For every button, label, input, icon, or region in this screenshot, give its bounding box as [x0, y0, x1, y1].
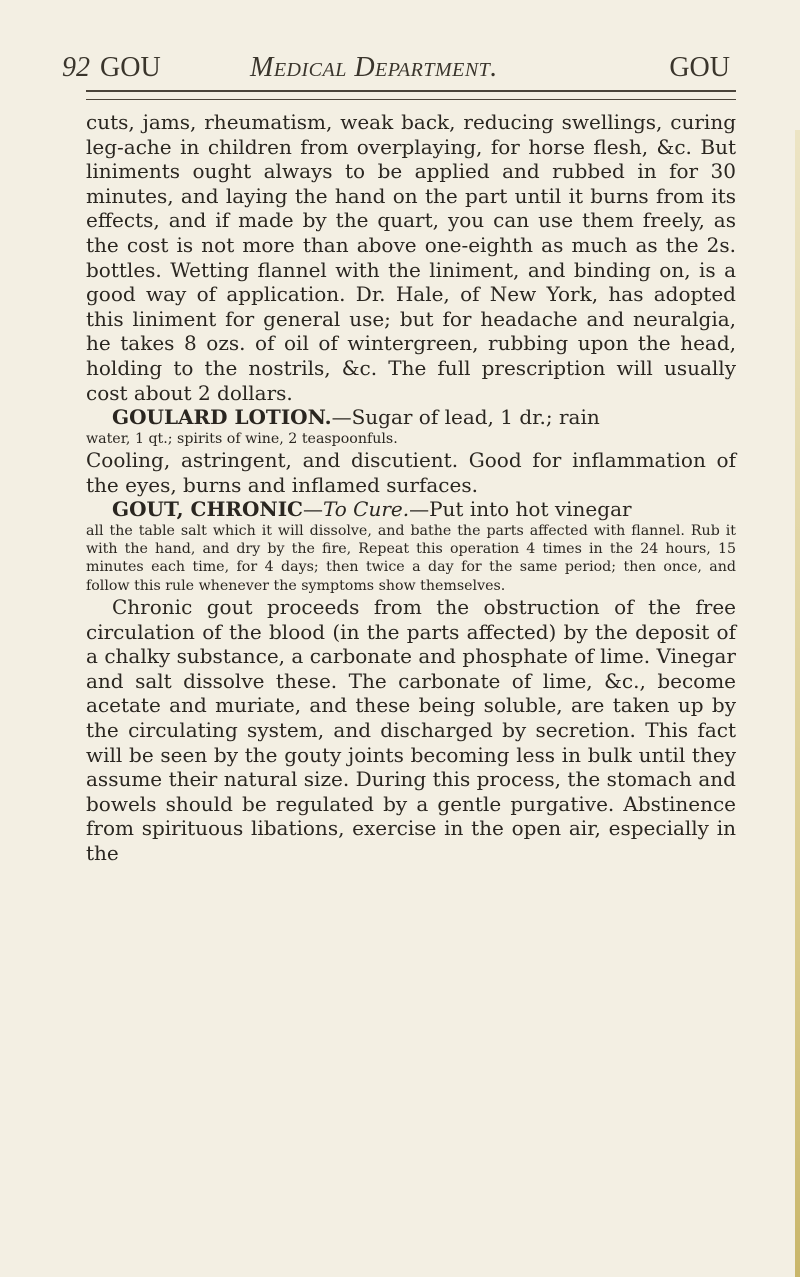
page-edge — [795, 130, 800, 1277]
page-body — [86, 110, 736, 866]
goulard-entry — [86, 405, 736, 430]
intro-paragraph: cuts, jams, rheumatism, weak back, reducing swellings, curing leg-ache in children from overplaying, for horse flesh, &c. But liniments ought always to be applied and rubbed in for 30 minutes, and laying the hand on the part until it burns from its effects, and if made by the quart, you can use them freely, as the cost is not more than above one-eighth as much as the 2s. bottles. Wetting flannel with the liniment, and binding on, is a good way of application. Dr. Hale, of New York, has adopted this liniment for general use; but for headache and neuralgia, he takes 8 ozs. of oil of wintergreen, rubbing upon the head, holding to the nostrils, &c. The full prescription will usually cost about 2 dollars. — [86, 110, 736, 405]
gout-subheading: To Cure. — [322, 497, 410, 522]
gout-entry — [86, 497, 736, 522]
header-rule-thin — [86, 99, 736, 100]
running-header — [62, 52, 730, 88]
gout-lead: —Put into hot vinegar — [409, 497, 632, 522]
gout-dash: — — [302, 497, 323, 522]
goulard-description: Cooling, astringent, and discutient. Good for inflammation of the eyes, burns and inflamed surfaces. — [86, 448, 736, 497]
header-right-word: GOU — [669, 52, 730, 83]
page-number: 92 — [62, 52, 90, 83]
goulard-heading: GOULARD LOTION. — [112, 405, 332, 430]
goulard-lead: —Sugar of lead, 1 dr.; rain — [331, 405, 600, 430]
gout-heading: GOUT, CHRONIC — [112, 497, 303, 522]
header-title: Medical Department. — [250, 52, 498, 83]
goulard-recipe: water, 1 qt.; spirits of wine, 2 teaspoonfuls. — [86, 430, 398, 447]
header-left-word: GOU — [100, 52, 161, 83]
header-rule-thick — [86, 90, 736, 92]
gout-instructions: all the table salt which it will dissolve, and bathe the parts affected with flannel. Rub it with the hand, and dry by the fire, Repeat this operation 4 times in the 24 hours, 15 minutes each time, for 4 days; then twice a day for the same period; then once, and follow this rule whenever the symptoms show themselves. — [86, 522, 736, 594]
gout-explanation: Chronic gout proceeds from the obstruction of the free circulation of the blood (in the parts affected) by the deposit of a chalky substance, a carbonate and phosphate of lime. Vinegar and salt dissolve these. The carbonate of lime, &c., become acetate and muriate, and these being soluble, are taken up by the circulating system, and discharged by secretion. This fact will be seen by the gouty joints becoming less in bulk until they assume their natural size. During this process, the stomach and bowels should be regulated by a gentle purgative. Abstinence from spirituous libations, exercise in the open air, especially in the — [86, 594, 736, 865]
